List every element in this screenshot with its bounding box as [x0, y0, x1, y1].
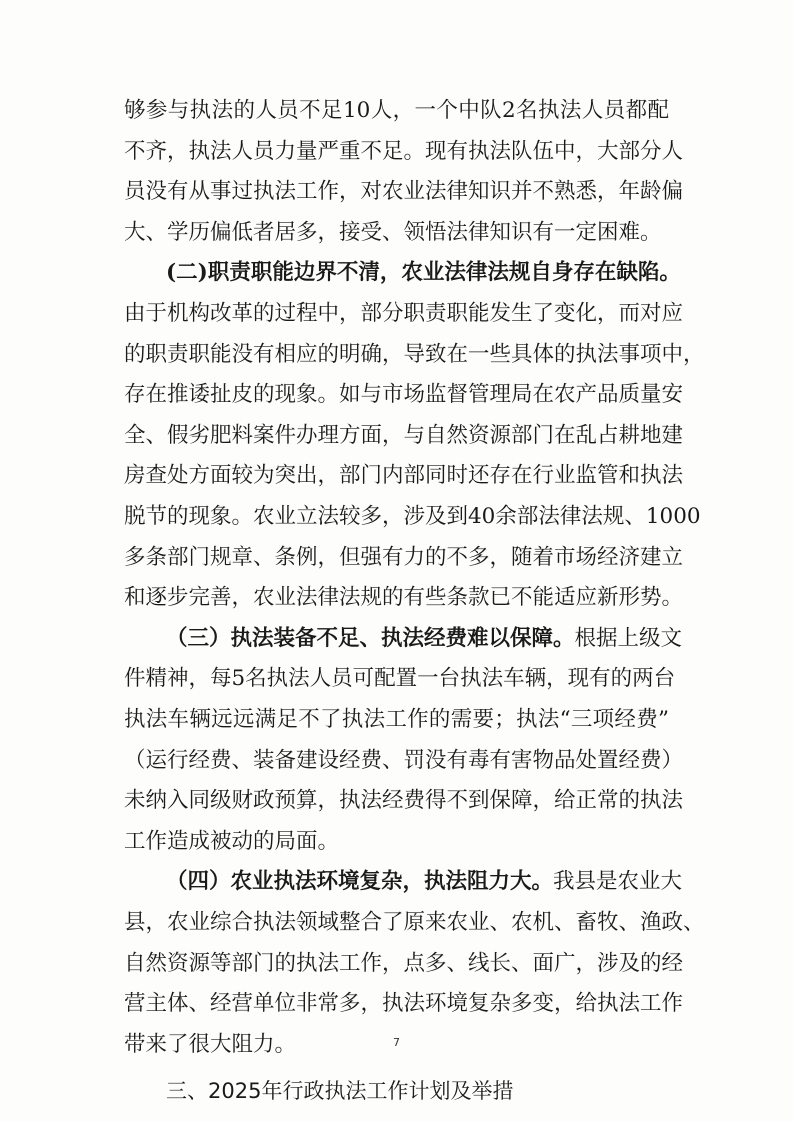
- paragraph-line: 不齐，执法人员力量严重不足。现有执法队伍中，大部分人: [124, 138, 684, 164]
- paragraph-line: 多条部门规章、条例，但强有力的不多，随着市场经济建立: [124, 544, 684, 570]
- paragraph-line: 全、假劣肥料案件办理方面，与自然资源部门在乱占耕地建: [124, 422, 684, 448]
- section-3-title: （三）执法装备不足、执法经费难以保障。: [166, 625, 575, 651]
- paragraph-line: 脱节的现象。农业立法较多，涉及到40余部法律法规、1000: [124, 504, 701, 529]
- section-3-text: 根据上级文: [574, 625, 683, 651]
- paragraph-line: 房查处方面较为突出，部门内部同时还存在行业监管和执法: [124, 463, 684, 489]
- paragraph-line: 件精神，每5名执法人员可配置一台执法车辆，现有的两台: [124, 666, 676, 692]
- paragraph-line: 县，农业综合执法领域整合了原来农业、农机、畜牧、渔政、: [124, 910, 705, 935]
- paragraph-line: 存在推诿扯皮的现象。如与市场监督管理局在农产品质量安: [124, 382, 684, 408]
- paragraph-line: 够参与执法的人员不足10人，一个中队2名执法人员都配: [124, 98, 669, 123]
- paragraph-line: 大、学历偏低者居多，接受、领悟法律知识有一定困难。: [124, 219, 662, 245]
- paragraph-line: 和逐步完善，农业法律法规的有些条款已不能适应新形势。: [124, 585, 684, 611]
- section-heading-3: 三、2025年行政执法工作计划及举措: [166, 1079, 514, 1104]
- paragraph-line: 带来了很大阻力。: [124, 1031, 297, 1057]
- section-4-line: [166, 863, 683, 901]
- paragraph-line: 执法车辆远远满足不了执法工作的需要；执法“三项经费”: [124, 707, 669, 732]
- section-3-line: [166, 620, 683, 658]
- section-4-text: 我县是农业大: [553, 869, 683, 895]
- page-number: 7: [393, 1036, 400, 1049]
- paragraph-line: 员没有从事过执法工作，对农业法律知识并不熟悉，年龄偏: [124, 179, 684, 205]
- section-4-title: （四）农业执法环境复杂，执法阻力大。: [166, 869, 554, 895]
- paragraph-line: 的职责职能没有相应的明确，导致在一些具体的执法事项中，: [124, 341, 705, 367]
- paragraph-line: 自然资源等部门的执法工作，点多、线长、面广，涉及的经: [124, 950, 684, 976]
- paragraph-line: 工作造成被动的局面。: [124, 828, 340, 854]
- paragraph-line: 未纳入同级财政预算，执法经费得不到保障，给正常的执法: [124, 788, 684, 814]
- section-2-title: (二)职责职能边界不清，农业法律法规自身存在缺陷。: [166, 260, 681, 286]
- paragraph-line: 营主体、经营单位非常多，执法环境复杂多变，给执法工作: [124, 991, 684, 1017]
- paragraph-line: 由于机构改革的过程中，部分职责职能发生了变化，而对应: [124, 301, 684, 326]
- paragraph-line: （运行经费、装备建设经费、罚没有毒有害物品处置经费）: [124, 747, 684, 773]
